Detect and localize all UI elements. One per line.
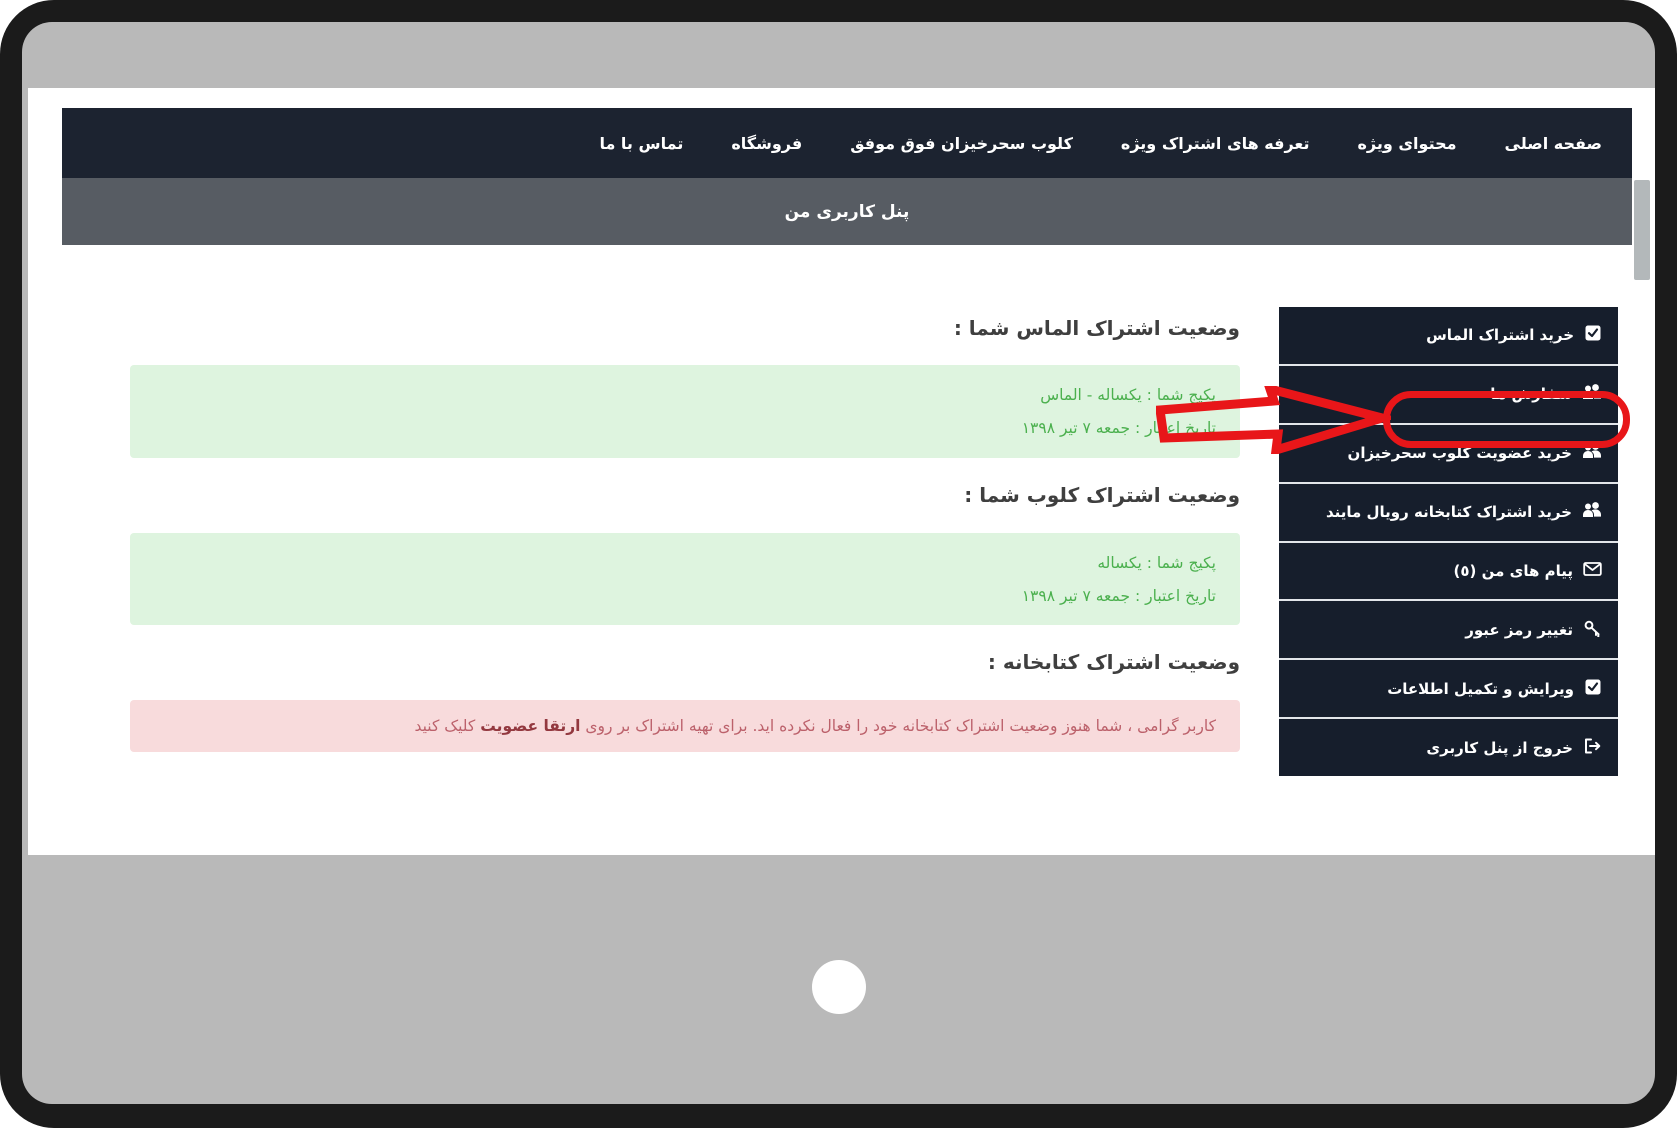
- home-button[interactable]: [812, 960, 866, 1014]
- sidebar-item-label: تغییر رمز عبور: [1465, 620, 1573, 639]
- sidebar-item-label: سفارش ها: [1490, 385, 1572, 404]
- sidebar-item-label: خرید اشتراک الماس: [1426, 326, 1574, 345]
- panel-title-bar: [62, 178, 1632, 245]
- nav-item-special-content[interactable]: محتوای ویژه: [1357, 133, 1457, 153]
- sidebar-item-logout[interactable]: [1279, 719, 1618, 776]
- warning-text-after: کلیک کنید: [414, 717, 481, 735]
- validity-line: تاریخ اعتبار : جمعه ۷ تیر ۱۳۹۸: [1021, 586, 1216, 605]
- page-title: پنل کاربری من: [784, 201, 910, 222]
- key-icon: [1583, 619, 1602, 641]
- webpage: [28, 88, 1655, 855]
- nav-item-contact[interactable]: تماس با ما: [599, 133, 684, 153]
- scrollbar-thumb[interactable]: [1634, 180, 1650, 280]
- nav-item-early-risers-club[interactable]: کلوب سحرخیزان فوق موفق: [850, 133, 1073, 153]
- library-status-heading: وضعیت اشتراک کتابخانه :: [987, 650, 1240, 674]
- package-line: پکیج شما : یکساله - الماس: [1040, 386, 1216, 404]
- annotation-arrow-icon: [1156, 386, 1391, 458]
- sign-out-icon: [1583, 737, 1602, 759]
- library-warning-text: [154, 717, 1216, 735]
- sidebar-item-change-password[interactable]: [1279, 601, 1618, 660]
- top-navbar: [62, 108, 1632, 178]
- tablet-screen: [22, 22, 1655, 1104]
- sidebar-item-label: پیام های من (٥): [1453, 561, 1573, 580]
- nav-item-shop[interactable]: فروشگاه: [731, 133, 803, 153]
- nav-item-subscription-tariffs[interactable]: تعرفه های اشتراک ویژه: [1120, 133, 1310, 153]
- sidebar-item-buy-diamond-subscription[interactable]: [1279, 307, 1618, 366]
- annotation-highlight-ring: [1383, 391, 1630, 448]
- warning-text-before: کاربر گرامی ، شما هنوز وضعیت اشتراک کتابخانه خود را فعال نکرده اید. برای تهیه اشتراک بر روی: [580, 717, 1216, 735]
- library-status-alert: [130, 700, 1240, 752]
- club-status-alert: [130, 533, 1240, 625]
- envelope-icon: [1583, 561, 1602, 581]
- sidebar-item-label: خرید اشتراک کتابخانه رویال مایند: [1325, 503, 1572, 522]
- check-square-icon: [1584, 678, 1602, 700]
- users-icon: [1582, 501, 1602, 523]
- nav-item-home[interactable]: صفحه اصلی: [1504, 133, 1602, 153]
- sidebar-item-label: ویرایش و تکمیل اطلاعات: [1387, 679, 1574, 698]
- sidebar-item-buy-library-subscription[interactable]: [1279, 484, 1618, 543]
- check-square-icon: [1584, 324, 1602, 346]
- sidebar-item-edit-profile[interactable]: [1279, 660, 1618, 719]
- club-status-heading: وضعیت اشتراک کلوب شما :: [964, 483, 1240, 507]
- sidebar-item-label: خروج از پنل کاربری: [1426, 738, 1573, 757]
- diamond-status-alert: [130, 365, 1240, 458]
- validity-line: تاریخ اعتبار : جمعه ۷ تیر ۱۳۹۸: [1021, 419, 1216, 437]
- diamond-status-heading: وضعیت اشتراک الماس شما :: [953, 316, 1240, 340]
- sidebar-item-my-messages[interactable]: [1279, 543, 1618, 602]
- upgrade-membership-link[interactable]: ارتقا عضویت: [480, 717, 581, 735]
- user-panel-sidebar: [1279, 307, 1618, 776]
- package-line: پکیج شما : یکساله: [1097, 553, 1216, 572]
- sidebar-item-label: خرید عضویت کلوب سحرخیزان: [1347, 444, 1572, 463]
